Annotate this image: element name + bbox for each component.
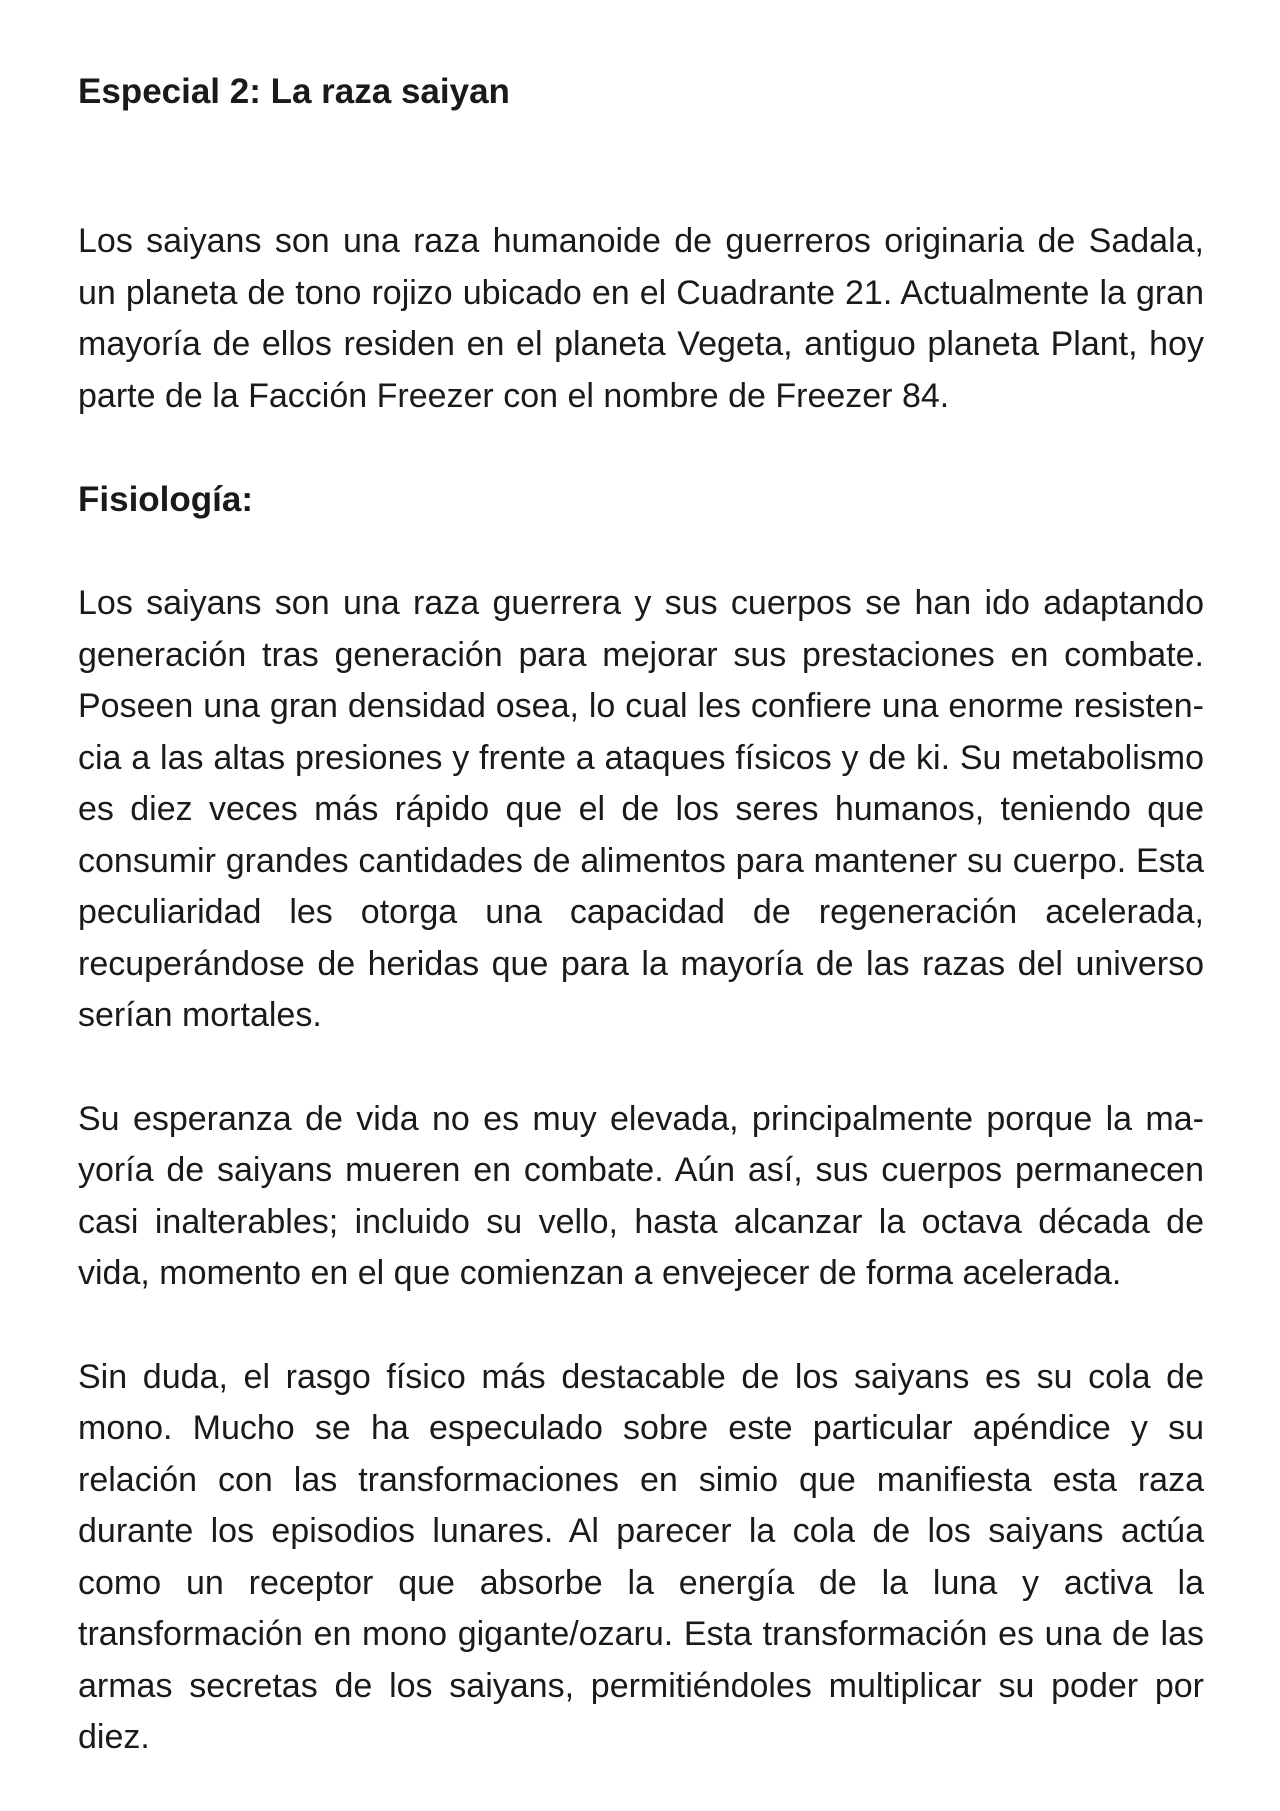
document-title: Especial 2: La raza saiyan [78, 72, 510, 111]
section-heading-fisiologia: Fisiología: [78, 480, 253, 519]
document-page [78, 66, 1204, 1764]
paragraph-physiology-2: Su esperanza de vida no es muy elevada, principalmente porque la mayoría de saiyans mueren en combate. Aún así, sus cuerpos permanecen casi inalterables; incluido su vello, hasta alcanzar la octava década de vida, momento en el que comienzan a envejecer de forma acelerada. [78, 1099, 1204, 1292]
intro-paragraph: Los saiyans son una raza humanoide de guerreros originaria de Sadala, un planeta de tono rojizo ubicado en el Cuadrante 21. Actualmente la gran mayoría de ellos residen en el planeta Vegeta, antiguo planeta Plant, hoy parte de la Facción Freezer con el nombre de Freezer 84. [78, 222, 1204, 415]
paragraph-physiology-3: Sin duda, el rasgo físico más destacable de los saiyans es su cola de mono. Mucho se ha especulado sobre este particular apéndice y su relación con las transformaciones en simio que manifiesta esta raza durante los episodios lunares. Al parecer la cola de los saiyans actúa como un receptor que absorbe la energía de la luna y activa la transformación en mono gigante/ozaru. Esta transformación es una de las armas secretas de los saiyans, permitiéndoles multiplicar su poder por diez. [78, 1357, 1204, 1756]
paragraph-physiology-1: Los saiyans son una raza guerrera y sus cuerpos se han ido adaptando generación tras generación para mejorar sus prestaciones en combate. Poseen una gran densidad osea, lo cual les confiere una enorme resistencia a las altas presiones y frente a ataques físicos y de ki. Su metabolismo es diez veces más rápido que el de los seres humanos, teniendo que consumir grandes cantidades de alimentos para mantener su cuerpo. Esta peculiaridad les otorga una capacidad de regeneración acelerada, recuperándose de heridas que para la mayoría de las razas del universo serían mortales. [78, 584, 1204, 1034]
